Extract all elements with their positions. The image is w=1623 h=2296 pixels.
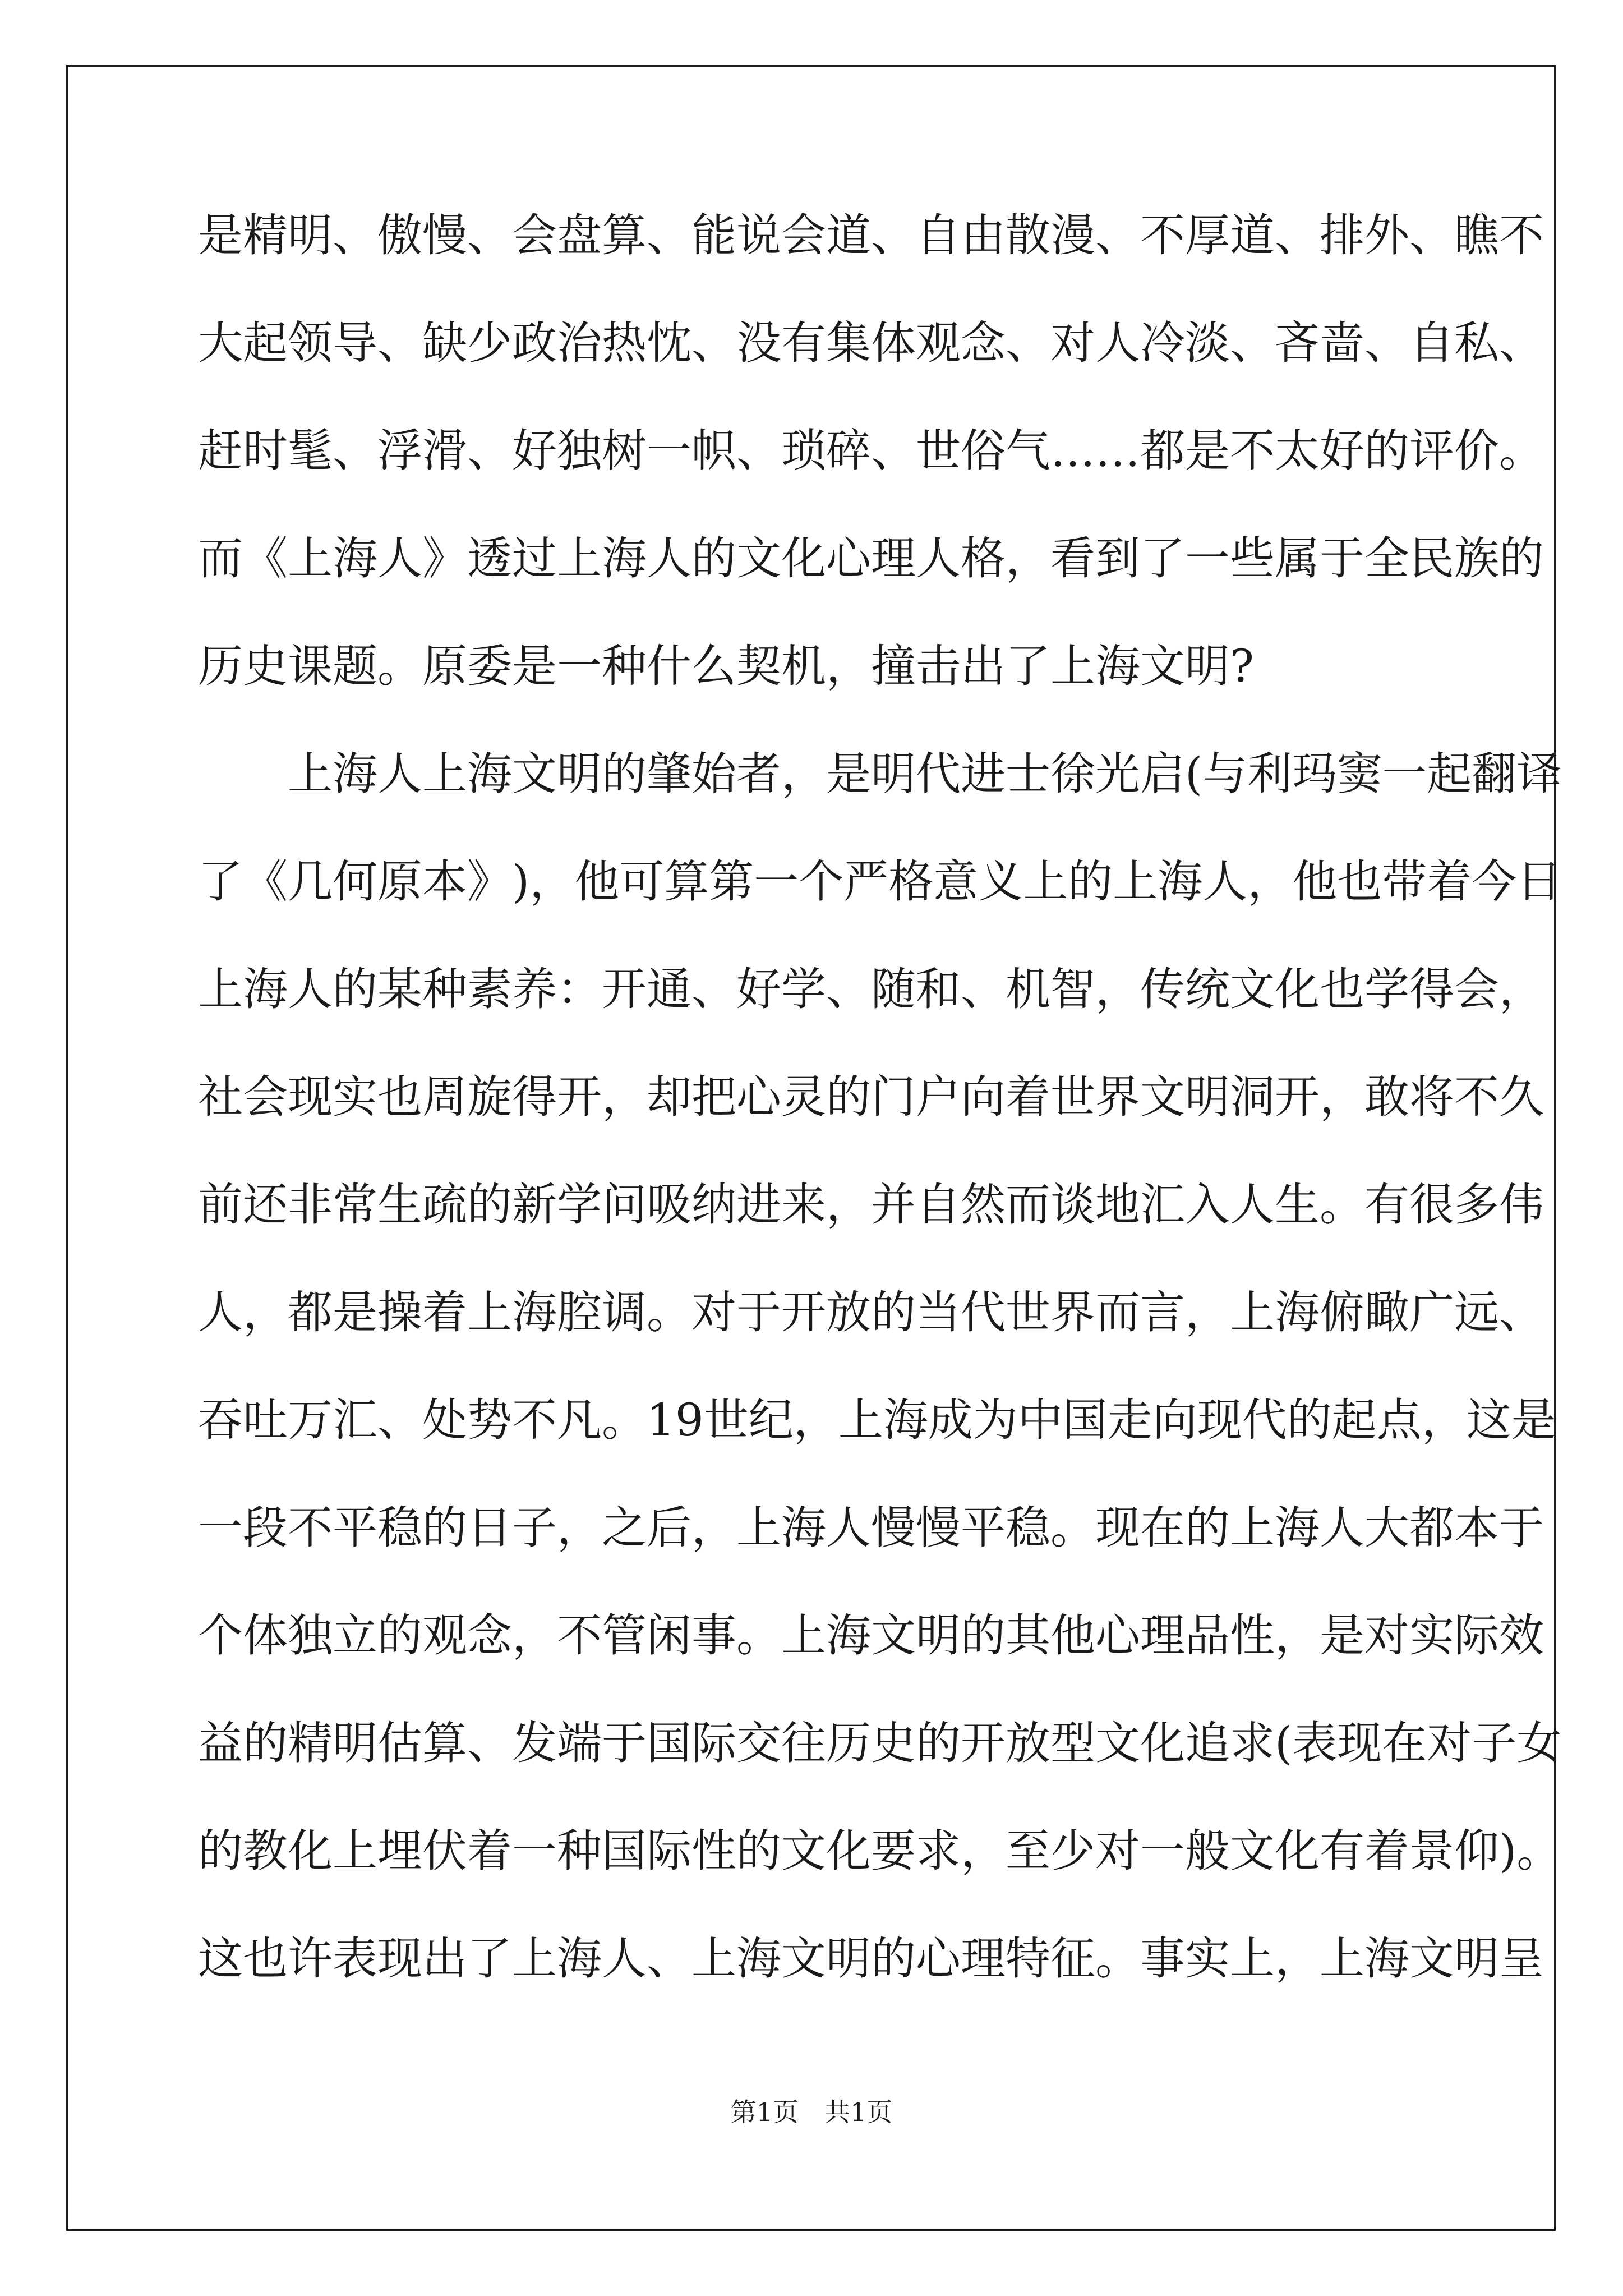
document-body (198, 208, 1562, 2039)
text-line-13: 一 段 不 平 稳 的 日 子 ， 之 后 ， 上 海 人 慢 慢 平 稳 。 现 在 的 上 海 人 大 都 本 于 (198, 1502, 1544, 1554)
text-line-17: 这 也 许 表 现 出 了 上 海 人 、 上 海 文 明 的 心 理 特 征 。 事 实 上 ， 上 海 文 明 呈 (198, 1932, 1544, 1985)
page-footer (0, 2095, 1623, 2129)
text-line-10: 前 还 非 常 生 疏 的 新 学 问 吸 纳 进 来 ， 并 自 然 而 谈 地 汇 入 人 生 。 有 很 多 伟 (198, 1179, 1544, 1231)
text-line-3: 赶 时 髦 、 浮 滑 、 好 独 树 一 帜 、 琐 碎 、 世 俗 气 … … 都 是 不 太 好 的 评 价 。 (198, 425, 1544, 477)
page-number: 第1页 (730, 2097, 799, 2127)
text-line-15: 益 的 精 明 估 算 、 发 端 于 国 际 交 往 历 史 的 开 放 型 文 化 追 求 ( 表 现 在 对 子 女 (198, 1717, 1562, 1769)
text-line-4: 而 《 上 海 人 》 透 过 上 海 人 的 文 化 心 理 人 格 ， 看 到 了 一 些 属 于 全 民 族 的 (198, 532, 1544, 585)
text-line-1: 是 精 明 、 傲 慢 、 会 盘 算 、 能 说 会 道 、 自 由 散 漫 、 不 厚 道 、 排 外 、 瞧 不 (198, 209, 1544, 261)
text-line-8: 上 海 人 的 某 种 素 养 ： 开 通 、 好 学 、 随 和 、 机 智 ， 传 统 文 化 也 学 得 会 ， (198, 963, 1544, 1015)
text-line-9: 社 会 现 实 也 周 旋 得 开 ， 却 把 心 灵 的 门 户 向 着 世 界 文 明 洞 开 ， 敢 将 不 久 (198, 1071, 1544, 1123)
text-line-7: 了 《 几 何 原 本 》 ) ， 他 可 算 第 一 个 严 格 意 义 上 的 上 海 人 ， 他 也 带 着 今 日 (198, 855, 1562, 908)
text-line-12: 吞 吐 万 汇 、 处 势 不 凡 。 19 世 纪 ， 上 海 成 为 中 国 走 向 现 代 的 起 点 ， 这 是 (198, 1394, 1556, 1446)
text-line-16: 的 教 化 上 埋 伏 着 一 种 国 际 性 的 文 化 要 求 ， 至 少 对 一 般 文 化 有 着 景 仰 ) 。 (198, 1825, 1562, 1877)
text-line-2: 大 起 领 导 、 缺 少 政 治 热 忱 、 没 有 集 体 观 念 、 对 人 冷 淡 、 吝 啬 、 自 私 、 (198, 317, 1544, 369)
text-line-5: 历史课题。原委是一种什么契机，撞击出了上海文明? (198, 640, 1254, 692)
text-line-14: 个 体 独 立 的 观 念 ， 不 管 闲 事 。 上 海 文 明 的 其 他 心 理 品 性 ， 是 对 实 际 效 (198, 1609, 1544, 1662)
text-line-11: 人 ， 都 是 操 着 上 海 腔 调 。 对 于 开 放 的 当 代 世 界 而 言 ， 上 海 俯 瞰 广 远 、 (198, 1286, 1544, 1338)
page-total: 共1页 (824, 2097, 893, 2127)
paragraph-start-line: 上 海 人 上 海 文 明 的 肇 始 者 ， 是 明 代 进 士 徐 光 启 ( 与 利 玛 窦 一 起 翻 译 (288, 748, 1562, 800)
